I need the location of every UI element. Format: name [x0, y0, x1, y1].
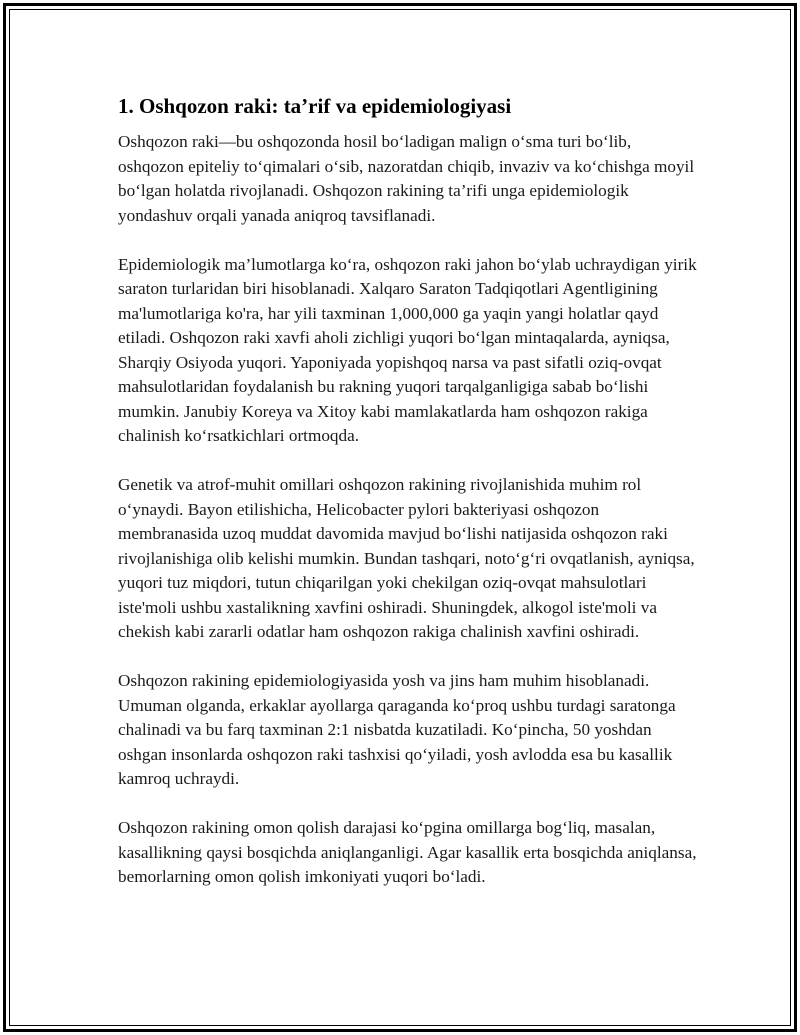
paragraph-epidemiology: Epidemiologik ma’lumotlarga ko‘ra, oshqozon raki jahon bo‘ylab uchraydigan yirik saraton turlaridan biri hisoblanadi. Xalqaro Saraton Tadqiqotlari Agentligining ma'lumotlariga ko'ra, har yili taxminan 1,000,000 ga yaqin yangi holatlar qayd etiladi. Oshqozon raki xavfi aholi zichligi yuqori bo‘lgan mintaqalarda, ayniqsa, Sharqiy Osiyoda yuqori. Yaponiyada yopishqoq narsa va past sifatli oziq-ovqat mahsulotlaridan foydalanish bu rakning yuqori tarqalganligiga sabab bo‘lishi mumkin. Janubiy Koreya va Xitoy kabi mamlakatlarda ham oshqozon rakiga chalinish ko‘rsatkichlari ortmoqda. [118, 254, 697, 445]
paragraph-survival: Oshqozon rakining omon qolish darajasi ko‘pgina omillarga bog‘liq, masalan, kasallikning qaysi bosqichda aniqlanganligi. Agar kasallik erta bosqichda aniqlansa, bemorlarning omon qolish imkoniyati yuqori bo‘ladi. [118, 818, 697, 886]
paragraph-age-sex: Oshqozon rakining epidemiologiyasida yosh va jins ham muhim hisoblanadi. Umuman olganda, erkaklar ayollarga qaraganda ko‘proq ushbu turdagi saratonga chalinadi va bu farq taxminan 2:1 nisbatda kuzatiladi. Ko‘pincha, 50 yoshdan oshgan insonlarda oshqozon raki tashxisi qo‘yiladi, yosh avlodda esa bu kasallik kamroq uchraydi. [118, 671, 676, 788]
paragraph-risk-factors: Genetik va atrof-muhit omillari oshqozon rakining rivojlanishida muhim rol o‘ynaydi. Bayon etilishicha, Helicobacter pylori bakteriyasi oshqozon membranasida uzoq muddat davomida mavjud bo‘lishi natijasida oshqozon raki rivojlanishiga olib kelishi mumkin. Bundan tashqari, noto‘g‘ri ovqatlanish, ayniqsa, yuqori tuz miqdori, tutun chiqarilgan yoki chekilgan oziq-ovqat mahsulotlari iste'moli ushbu xastalikning xavfini oshiradi. Shuningdek, alkogol iste'moli va chekish kabi zararli odatlar ham oshqozon rakiga chalinish xavfini oshiradi. [118, 475, 695, 641]
document-body [118, 92, 698, 914]
section-heading: 1. Oshqozon raki: ta’rif va epidemiologiyasi [118, 94, 512, 118]
paragraph-definition: Oshqozon raki—bu oshqozonda hosil bo‘ladigan malign o‘sma turi bo‘lib, oshqozon epiteliy to‘qimalari o‘sib, nazoratdan chiqib, invaziv va ko‘chishga moyil bo‘lgan holatda rivojlanadi. Oshqozon rakining ta’rifi unga epidemiologik yondashuv orqali yanada aniqroq tavsiflanadi. [118, 132, 695, 225]
